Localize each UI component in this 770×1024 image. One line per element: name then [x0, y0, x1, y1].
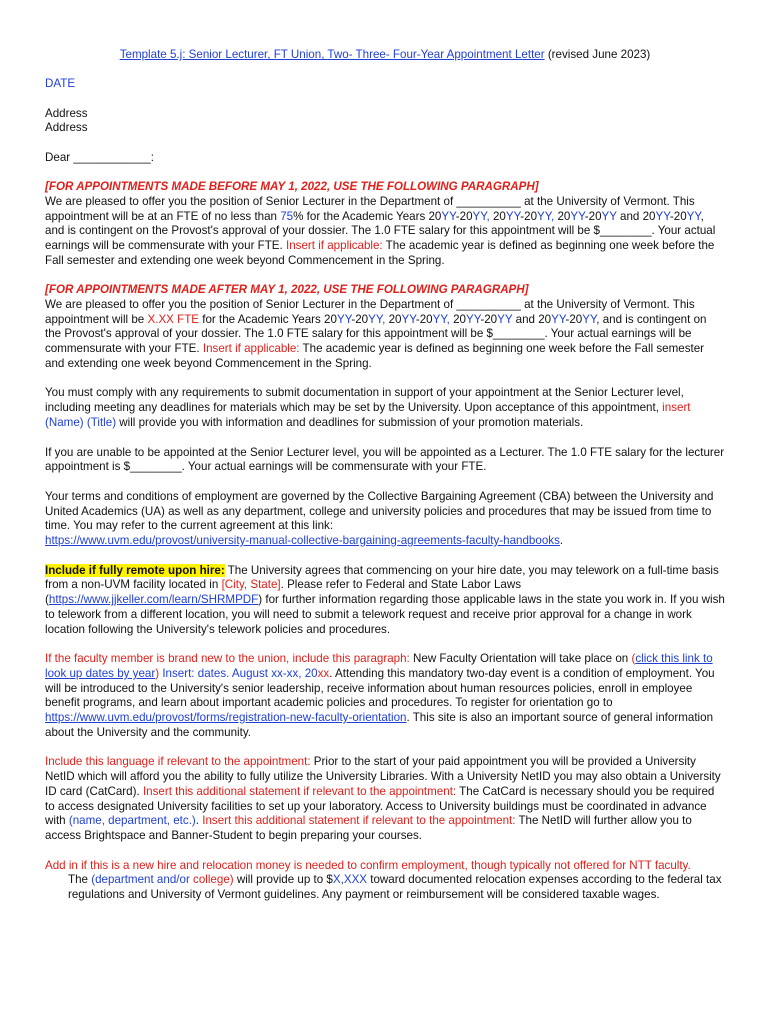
comply-paragraph: You must comply with any requirements to submit documentation in support of your appointment at the Senior Lecturer level, including meeting any deadlines for materials which may be set by the University. Upon acceptance of this appointment, insert (Name) (Title) will provide you with information and deadlines for submission of your promotion materials. [45, 386, 691, 429]
date-placeholder: DATE [45, 77, 76, 91]
netid-paragraph: Include this language if relevant to the appointment: Prior to the start of your paid appointment you will be provided a University NetID which will afford you the ability to fully utilize the University Libraries. With a University NetID you may also obtain a University ID card (CatCard). Insert this additional statement if relevant to the appointment: The CatCard is necessary should you be required to access designated University facilities to set up your laboratory. Access to University buildings must be coordinated in advance with (name, department, etc.). Insert this additional statement if relevant to the appointment: The NetID will further allow you to access Brightspace and Banner-Student to begin preparing your courses. [45, 755, 721, 842]
remote-label: Include if fully remote upon hire: [45, 563, 225, 577]
address-line-2: Address [45, 121, 88, 135]
before-heading: [FOR APPOINTMENTS MADE BEFORE MAY 1, 2022, USE THE FOLLOWING PARAGRAPH] [45, 180, 539, 194]
orientation-registration-link[interactable]: https://www.uvm.edu/provost/forms/registration-new-faculty-orientation [45, 711, 407, 725]
after-paragraph: We are pleased to offer you the position of Senior Lecturer in the Department of __________ at the University of Vermont. This appointment will be X.XX FTE for the Academic Years 20YY-20YY, 20YY-20YY, 20YY-20YY and 20YY-20YY, and is contingent on the Provost's approval of your dossier. The 1.0 FTE salary for this appointment will be $________. Your actual earnings will be commensurate with your FTE. Insert if applicable: The academic year is defined as beginning one week before the Fall semester and extending one week beyond Commencement in the Spring. [45, 297, 707, 370]
terms-paragraph: Your terms and conditions of employment are governed by the Collective Bargaining Agreement (CBA) between the University and United Academics (UA) as well as any department, college and university policies and procedures that may be issued from time to time. You may refer to the current agreement at this link: https://www.uvm.edu/provost/university-manual-collective-bargaining-agreements-faculty-handbooks. [45, 489, 714, 548]
orientation-dates-link[interactable]: click this link to look up dates by year [45, 652, 713, 680]
address-line-1: Address [45, 106, 88, 120]
letter-body [45, 48, 725, 903]
relocation-paragraph: The (department and/or college) will provide up to $X,XXX toward documented relocation expenses according to the federal tax regulations and University of Vermont guidelines. Any payment or reimbursement will be considered taxable wages. [68, 873, 722, 902]
relocation-instruction: Add in if this is a new hire and relocation money is needed to confirm employment, though typically not offered for NTT faculty. [45, 858, 691, 872]
before-paragraph: We are pleased to offer you the position of Senior Lecturer in the Department of __________ at the University of Vermont. This appointment will be at an FTE of no less than 75% for the Academic Years 20YY-20YY, 20YY-20YY, 20YY-20YY and 20YY-20YY, and is contingent on the Provost's approval of your dossier. The 1.0 FTE salary for this appointment will be $________. Your actual earnings will be commensurate with your FTE. Insert if applicable: The academic year is defined as beginning one week before the Fall semester and extending one week beyond Commencement in the Spring. [45, 194, 716, 267]
cba-link[interactable]: https://www.uvm.edu/provost/university-manual-collective-bargaining-agreements-faculty-handbooks [45, 534, 560, 548]
orientation-paragraph: If the faculty member is brand new to the union, include this paragraph: New Faculty Orientation will take place on (click this link to look up dates by year) Insert: dates. August xx-xx, 20xx. Attending this mandatory two-day event is a condition of employment. You will be introduced to the University's senior leadership, receive information about human resources policies, enroll in employee benefit programs, and learn about important academic policies and procedures. To register for orientation go to https://www.uvm.edu/provost/forms/registration-new-faculty-orientation. This site is also an important source of general information about the University and the community. [45, 652, 715, 739]
salutation: Dear ____________: [45, 150, 154, 164]
labor-laws-link[interactable]: https://www.jjkeller.com/learn/SHRMPDF [48, 593, 259, 607]
unable-paragraph: If you are unable to be appointed at the Senior Lecturer level, you will be appointed as a Lecturer. The 1.0 FTE salary for the lecturer appointment is $________. Your actual earnings will be commensurate with your FTE. [45, 445, 725, 474]
template-title [45, 48, 725, 63]
after-heading: [FOR APPOINTMENTS MADE AFTER MAY 1, 2022, USE THE FOLLOWING PARAGRAPH] [45, 283, 529, 297]
revised-note: (revised June 2023) [544, 48, 651, 61]
remote-paragraph: Include if fully remote upon hire: The University agrees that commencing on your hire date, you may telework on a full-time basis from a non-UVM facility located in [City, State]. Please refer to Federal and State Labor Laws (https://www.jjkeller.com/learn/SHRMPDF) for further information regarding those applicable laws in the state you work in. If you wish to telework from a different location, you will need to submit a telework request and receive prior approval for a change in work location following the University's telework policies and procedures. [45, 563, 725, 636]
template-link[interactable]: Template 5.j: Senior Lecturer, FT Union, Two- Three- Four-Year Appointment Letter [119, 48, 545, 61]
